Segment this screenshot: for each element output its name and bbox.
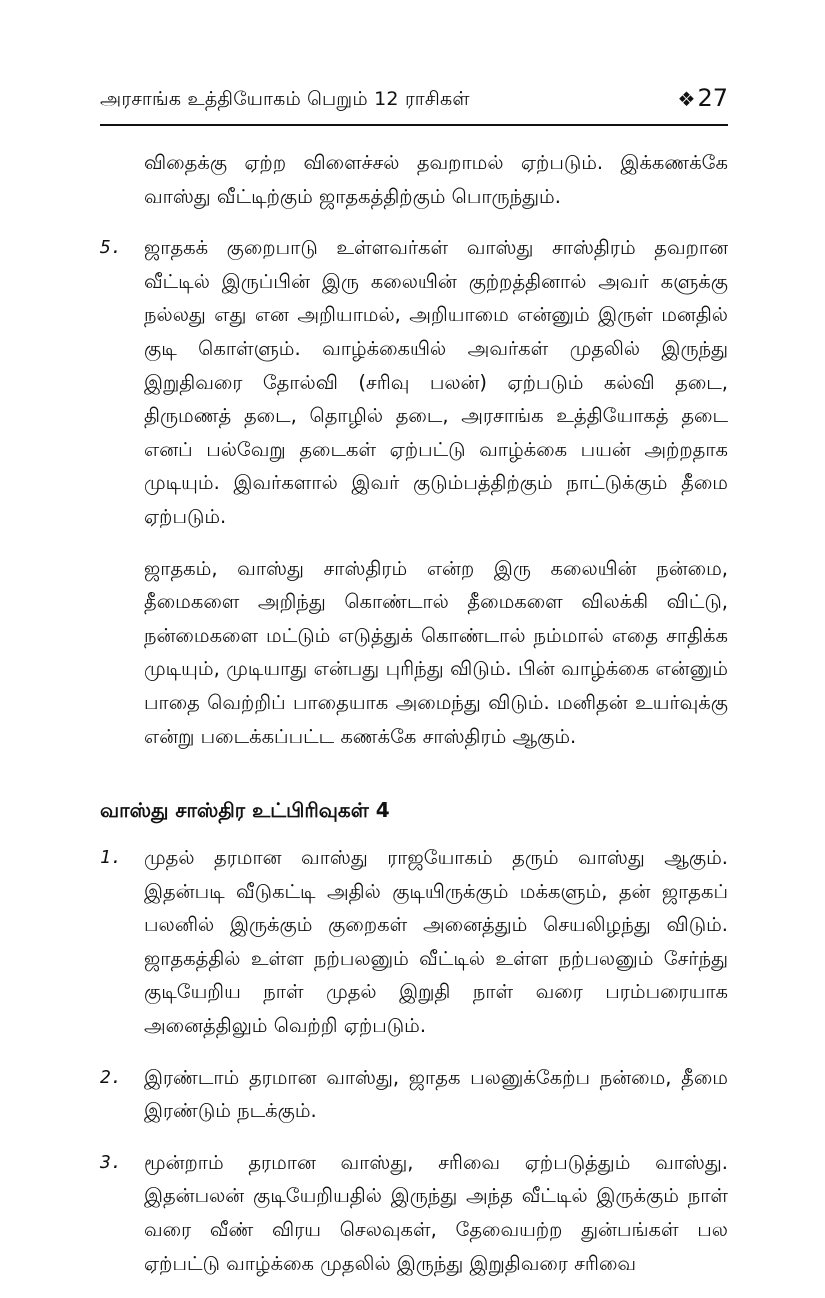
- list-item: [100, 1061, 728, 1128]
- header-rule: [100, 124, 728, 126]
- list-item: [100, 1146, 728, 1280]
- intro-paragraph: விதைக்கு ஏற்ற விளைச்சல் தவறாமல் ஏற்படும். இக்கணக்கே வாஸ்து வீட்டிற்கும் ஜாதகத்திற்கும் பொருந்தும்.: [144, 151, 728, 208]
- item-number: 3.: [100, 1151, 122, 1173]
- ornament-icon: ❖: [677, 87, 696, 111]
- item-text: மூன்றாம் தரமான வாஸ்து, சரிவை ஏற்படுத்தும் வாஸ்து. இதன்பலன் குடியேறியதில் இருந்து அந்த வீட்டில் இருக்கும் நாள் வரை வீண் விரய செலவுகள், தேவையற்ற துன்பங்கள் பல ஏற்பட்டு வாழ்க்கை முதலில் இருந்து இறுதிவரை சரிவை: [144, 1150, 728, 1275]
- running-title: அரசாங்க உத்தியோகம் பெறும் 12 ராசிகள்: [100, 88, 470, 110]
- list-item: [100, 231, 728, 533]
- item-text: இரண்டாம் தரமான வாஸ்து, ஜாதக பலனுக்கேற்ப நன்மை, தீமை இரண்டும் நடக்கும்.: [144, 1065, 728, 1123]
- page-number: 27: [697, 84, 728, 112]
- body-paragraph: ஜாதகம், வாஸ்து சாஸ்திரம் என்ற இரு கலையின் நன்மை, தீமைகளை அறிந்து கொண்டால் தீமைகளை விலக்கி விட்டு, நன்மைகளை மட்டும் எடுத்துக் கொண்டால் நம்மால் எதை சாதிக்க முடியும், முடியாது என்பது புரிந்து விடும். பின் வாழ்க்கை என்னும் பாதை வெற்றிப் பாதையாக அமைந்து விடும். மனிதன் உயர்வுக்கு என்று படைக்கப்பட்ட கணக்கே சாஸ்திரம் ஆகும்.: [144, 556, 728, 748]
- page-header: [100, 86, 728, 122]
- section-heading: வாஸ்து சாஸ்திர உட்பிரிவுகள் 4: [100, 798, 390, 823]
- item-text: ஜாதகக் குறைபாடு உள்ளவர்கள் வாஸ்து சாஸ்திரம் தவறான வீட்டில் இருப்பின் இரு கலையின் குற்றத்தினால் அவர் களுக்கு நல்லது எது என அறியாமல், அறியாமை என்னும் இருள் மனதில் குடி கொள்ளும். வாழ்க்கையில் அவர்கள் முதலில் இருந்து இறுதிவரை தோல்வி (சரிவு பலன்) ஏற்படும் கல்வி தடை, திருமணத் தடை, தொழில் தடை, அரசாங்க உத்தியோகத் தடை எனப் பல்வேறு தடைகள் ஏற்பட்டு வாழ்க்கை பயன் அற்றதாக முடியும். இவர்களால் இவர் குடும்பத்திற்கும் நாட்டுக்கும் தீமை ஏற்படும்.: [144, 236, 728, 528]
- item-number: 1.: [100, 847, 122, 869]
- page-body: [100, 146, 728, 1298]
- item-number: 5.: [100, 237, 122, 259]
- item-number: 2.: [100, 1066, 122, 1088]
- item-text: முதல் தரமான வாஸ்து ராஜயோகம் தரும் வாஸ்து ஆகும். இதன்படி வீடுகட்டி அதில் குடியிருக்கும் மக்களும், தன் ஜாதகப் பலனில் இருக்கும் குறைகள் அனைத்தும் செயலிழந்து விடும். ஜாதகத்தில் உள்ள நற்பலனும் வீட்டில் உள்ள நற்பலனும் சேர்ந்து குடியேறிய நாள் முதல் இறுதி நாள் வரை பரம்பரையாக அனைத்திலும் வெற்றி ஏற்படும்.: [144, 846, 728, 1038]
- list-item: [100, 841, 728, 1043]
- page-number-block: [678, 84, 728, 112]
